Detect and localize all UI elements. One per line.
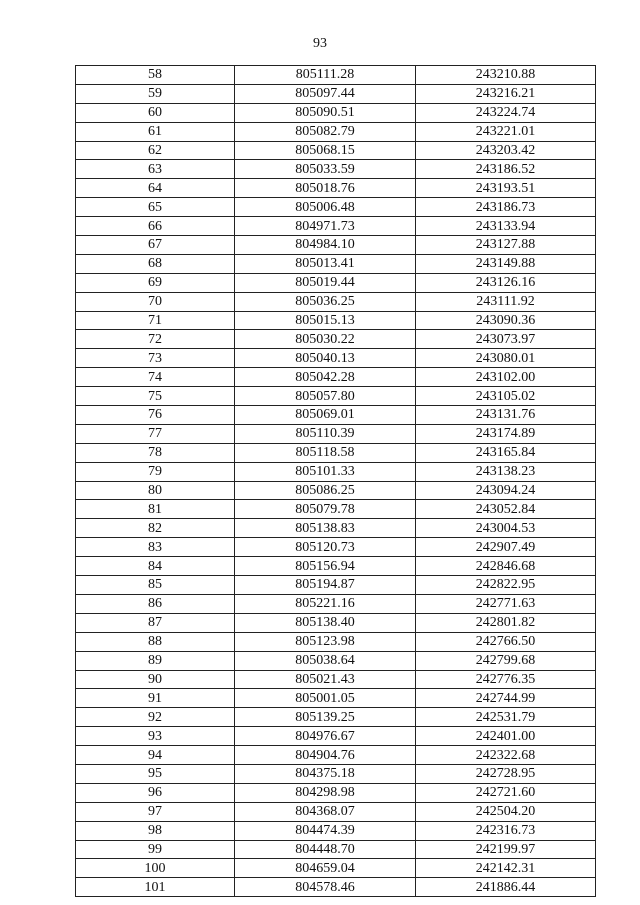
x-coordinate-cell: 804375.18	[235, 764, 416, 783]
x-coordinate-cell: 804474.39	[235, 821, 416, 840]
point-number-cell: 93	[76, 727, 235, 746]
table-row	[76, 594, 596, 613]
y-coordinate-cell: 243111.92	[416, 292, 596, 311]
y-coordinate-cell: 243133.94	[416, 217, 596, 236]
x-coordinate-cell: 805019.44	[235, 273, 416, 292]
point-number-cell: 95	[76, 764, 235, 783]
point-number-cell: 81	[76, 500, 235, 519]
table-row	[76, 557, 596, 576]
point-number-cell: 74	[76, 368, 235, 387]
point-number-cell: 77	[76, 424, 235, 443]
point-number-cell: 73	[76, 349, 235, 368]
y-coordinate-cell: 242907.49	[416, 538, 596, 557]
x-coordinate-cell: 804448.70	[235, 840, 416, 859]
table-row	[76, 519, 596, 538]
x-coordinate-cell: 805097.44	[235, 84, 416, 103]
point-number-cell: 78	[76, 443, 235, 462]
point-number-cell: 59	[76, 84, 235, 103]
point-number-cell: 61	[76, 122, 235, 141]
point-number-cell: 100	[76, 859, 235, 878]
y-coordinate-cell: 243186.73	[416, 198, 596, 217]
y-coordinate-cell: 243186.52	[416, 160, 596, 179]
x-coordinate-cell: 805101.33	[235, 462, 416, 481]
point-number-cell: 92	[76, 708, 235, 727]
table-row	[76, 443, 596, 462]
point-number-cell: 66	[76, 217, 235, 236]
table-row	[76, 236, 596, 255]
table-row	[76, 217, 596, 236]
y-coordinate-cell: 243174.89	[416, 424, 596, 443]
table-row	[76, 878, 596, 897]
y-coordinate-cell: 242401.00	[416, 727, 596, 746]
point-number-cell: 79	[76, 462, 235, 481]
table-row	[76, 311, 596, 330]
point-number-cell: 82	[76, 519, 235, 538]
x-coordinate-cell: 805018.76	[235, 179, 416, 198]
table-row	[76, 651, 596, 670]
y-coordinate-cell: 243165.84	[416, 443, 596, 462]
x-coordinate-cell: 805038.64	[235, 651, 416, 670]
y-coordinate-cell: 242776.35	[416, 670, 596, 689]
x-coordinate-cell: 805123.98	[235, 632, 416, 651]
y-coordinate-cell: 242771.63	[416, 594, 596, 613]
table-row	[76, 840, 596, 859]
table-row	[76, 141, 596, 160]
coordinate-table	[75, 65, 596, 897]
y-coordinate-cell: 243138.23	[416, 462, 596, 481]
y-coordinate-cell: 243073.97	[416, 330, 596, 349]
y-coordinate-cell: 243080.01	[416, 349, 596, 368]
table-row	[76, 764, 596, 783]
x-coordinate-cell: 804298.98	[235, 783, 416, 802]
x-coordinate-cell: 805021.43	[235, 670, 416, 689]
y-coordinate-cell: 242142.31	[416, 859, 596, 878]
point-number-cell: 88	[76, 632, 235, 651]
y-coordinate-cell: 243193.51	[416, 179, 596, 198]
point-number-cell: 97	[76, 802, 235, 821]
table-row	[76, 84, 596, 103]
y-coordinate-cell: 241886.44	[416, 878, 596, 897]
y-coordinate-cell: 243004.53	[416, 519, 596, 538]
point-number-cell: 76	[76, 406, 235, 425]
x-coordinate-cell: 804976.67	[235, 727, 416, 746]
x-coordinate-cell: 804578.46	[235, 878, 416, 897]
point-number-cell: 72	[76, 330, 235, 349]
table-row	[76, 103, 596, 122]
y-coordinate-cell: 243216.21	[416, 84, 596, 103]
point-number-cell: 68	[76, 254, 235, 273]
y-coordinate-cell: 242822.95	[416, 576, 596, 595]
table-row	[76, 783, 596, 802]
y-coordinate-cell: 243102.00	[416, 368, 596, 387]
table-row	[76, 576, 596, 595]
table-row	[76, 424, 596, 443]
page-number: 93	[313, 36, 327, 51]
table-row	[76, 821, 596, 840]
table-row	[76, 179, 596, 198]
point-number-cell: 71	[76, 311, 235, 330]
table-row	[76, 746, 596, 765]
x-coordinate-cell: 805042.28	[235, 368, 416, 387]
x-coordinate-cell: 805156.94	[235, 557, 416, 576]
x-coordinate-cell: 804659.04	[235, 859, 416, 878]
x-coordinate-cell: 805120.73	[235, 538, 416, 557]
y-coordinate-cell: 243105.02	[416, 387, 596, 406]
point-number-cell: 98	[76, 821, 235, 840]
x-coordinate-cell: 805138.83	[235, 519, 416, 538]
table-row	[76, 273, 596, 292]
y-coordinate-cell: 243224.74	[416, 103, 596, 122]
y-coordinate-cell: 242322.68	[416, 746, 596, 765]
point-number-cell: 83	[76, 538, 235, 557]
table-row	[76, 689, 596, 708]
point-number-cell: 75	[76, 387, 235, 406]
table-row	[76, 122, 596, 141]
point-number-cell: 62	[76, 141, 235, 160]
y-coordinate-cell: 242199.97	[416, 840, 596, 859]
point-number-cell: 99	[76, 840, 235, 859]
table-row	[76, 292, 596, 311]
y-coordinate-cell: 242728.95	[416, 764, 596, 783]
table-row	[76, 330, 596, 349]
y-coordinate-cell: 242846.68	[416, 557, 596, 576]
table-row	[76, 500, 596, 519]
x-coordinate-cell: 805040.13	[235, 349, 416, 368]
x-coordinate-cell: 805013.41	[235, 254, 416, 273]
y-coordinate-cell: 243203.42	[416, 141, 596, 160]
table-row	[76, 254, 596, 273]
table-row	[76, 802, 596, 821]
point-number-cell: 96	[76, 783, 235, 802]
point-number-cell: 58	[76, 66, 235, 85]
table-row	[76, 538, 596, 557]
table-row	[76, 66, 596, 85]
table-row	[76, 727, 596, 746]
table-row	[76, 481, 596, 500]
y-coordinate-cell: 243127.88	[416, 236, 596, 255]
x-coordinate-cell: 805069.01	[235, 406, 416, 425]
coordinate-table-body	[76, 66, 596, 897]
x-coordinate-cell: 805110.39	[235, 424, 416, 443]
y-coordinate-cell: 243052.84	[416, 500, 596, 519]
point-number-cell: 70	[76, 292, 235, 311]
x-coordinate-cell: 805001.05	[235, 689, 416, 708]
x-coordinate-cell: 804904.76	[235, 746, 416, 765]
x-coordinate-cell: 805090.51	[235, 103, 416, 122]
point-number-cell: 67	[76, 236, 235, 255]
x-coordinate-cell: 805138.40	[235, 613, 416, 632]
x-coordinate-cell: 805068.15	[235, 141, 416, 160]
x-coordinate-cell: 805139.25	[235, 708, 416, 727]
x-coordinate-cell: 805033.59	[235, 160, 416, 179]
table-row	[76, 613, 596, 632]
table-row	[76, 349, 596, 368]
y-coordinate-cell: 242316.73	[416, 821, 596, 840]
y-coordinate-cell: 243131.76	[416, 406, 596, 425]
y-coordinate-cell: 242766.50	[416, 632, 596, 651]
x-coordinate-cell: 804971.73	[235, 217, 416, 236]
x-coordinate-cell: 804984.10	[235, 236, 416, 255]
table-row	[76, 632, 596, 651]
y-coordinate-cell: 242531.79	[416, 708, 596, 727]
y-coordinate-cell: 242799.68	[416, 651, 596, 670]
x-coordinate-cell: 805086.25	[235, 481, 416, 500]
point-number-cell: 91	[76, 689, 235, 708]
y-coordinate-cell: 243210.88	[416, 66, 596, 85]
point-number-cell: 69	[76, 273, 235, 292]
x-coordinate-cell: 805036.25	[235, 292, 416, 311]
table-row	[76, 462, 596, 481]
y-coordinate-cell: 242504.20	[416, 802, 596, 821]
x-coordinate-cell: 805079.78	[235, 500, 416, 519]
x-coordinate-cell: 804368.07	[235, 802, 416, 821]
point-number-cell: 90	[76, 670, 235, 689]
table-row	[76, 368, 596, 387]
x-coordinate-cell: 805015.13	[235, 311, 416, 330]
x-coordinate-cell: 805118.58	[235, 443, 416, 462]
point-number-cell: 64	[76, 179, 235, 198]
point-number-cell: 85	[76, 576, 235, 595]
x-coordinate-cell: 805111.28	[235, 66, 416, 85]
y-coordinate-cell: 242721.60	[416, 783, 596, 802]
y-coordinate-cell: 243126.16	[416, 273, 596, 292]
table-row	[76, 160, 596, 179]
table-row	[76, 708, 596, 727]
y-coordinate-cell: 243221.01	[416, 122, 596, 141]
y-coordinate-cell: 243149.88	[416, 254, 596, 273]
x-coordinate-cell: 805194.87	[235, 576, 416, 595]
x-coordinate-cell: 805082.79	[235, 122, 416, 141]
point-number-cell: 63	[76, 160, 235, 179]
table-row	[76, 406, 596, 425]
point-number-cell: 80	[76, 481, 235, 500]
table-row	[76, 670, 596, 689]
point-number-cell: 94	[76, 746, 235, 765]
y-coordinate-cell: 242801.82	[416, 613, 596, 632]
table-row	[76, 859, 596, 878]
table-row	[76, 198, 596, 217]
y-coordinate-cell: 243094.24	[416, 481, 596, 500]
x-coordinate-cell: 805006.48	[235, 198, 416, 217]
point-number-cell: 86	[76, 594, 235, 613]
x-coordinate-cell: 805221.16	[235, 594, 416, 613]
point-number-cell: 84	[76, 557, 235, 576]
x-coordinate-cell: 805057.80	[235, 387, 416, 406]
point-number-cell: 101	[76, 878, 235, 897]
point-number-cell: 60	[76, 103, 235, 122]
y-coordinate-cell: 243090.36	[416, 311, 596, 330]
point-number-cell: 89	[76, 651, 235, 670]
x-coordinate-cell: 805030.22	[235, 330, 416, 349]
table-row	[76, 387, 596, 406]
y-coordinate-cell: 242744.99	[416, 689, 596, 708]
point-number-cell: 65	[76, 198, 235, 217]
point-number-cell: 87	[76, 613, 235, 632]
